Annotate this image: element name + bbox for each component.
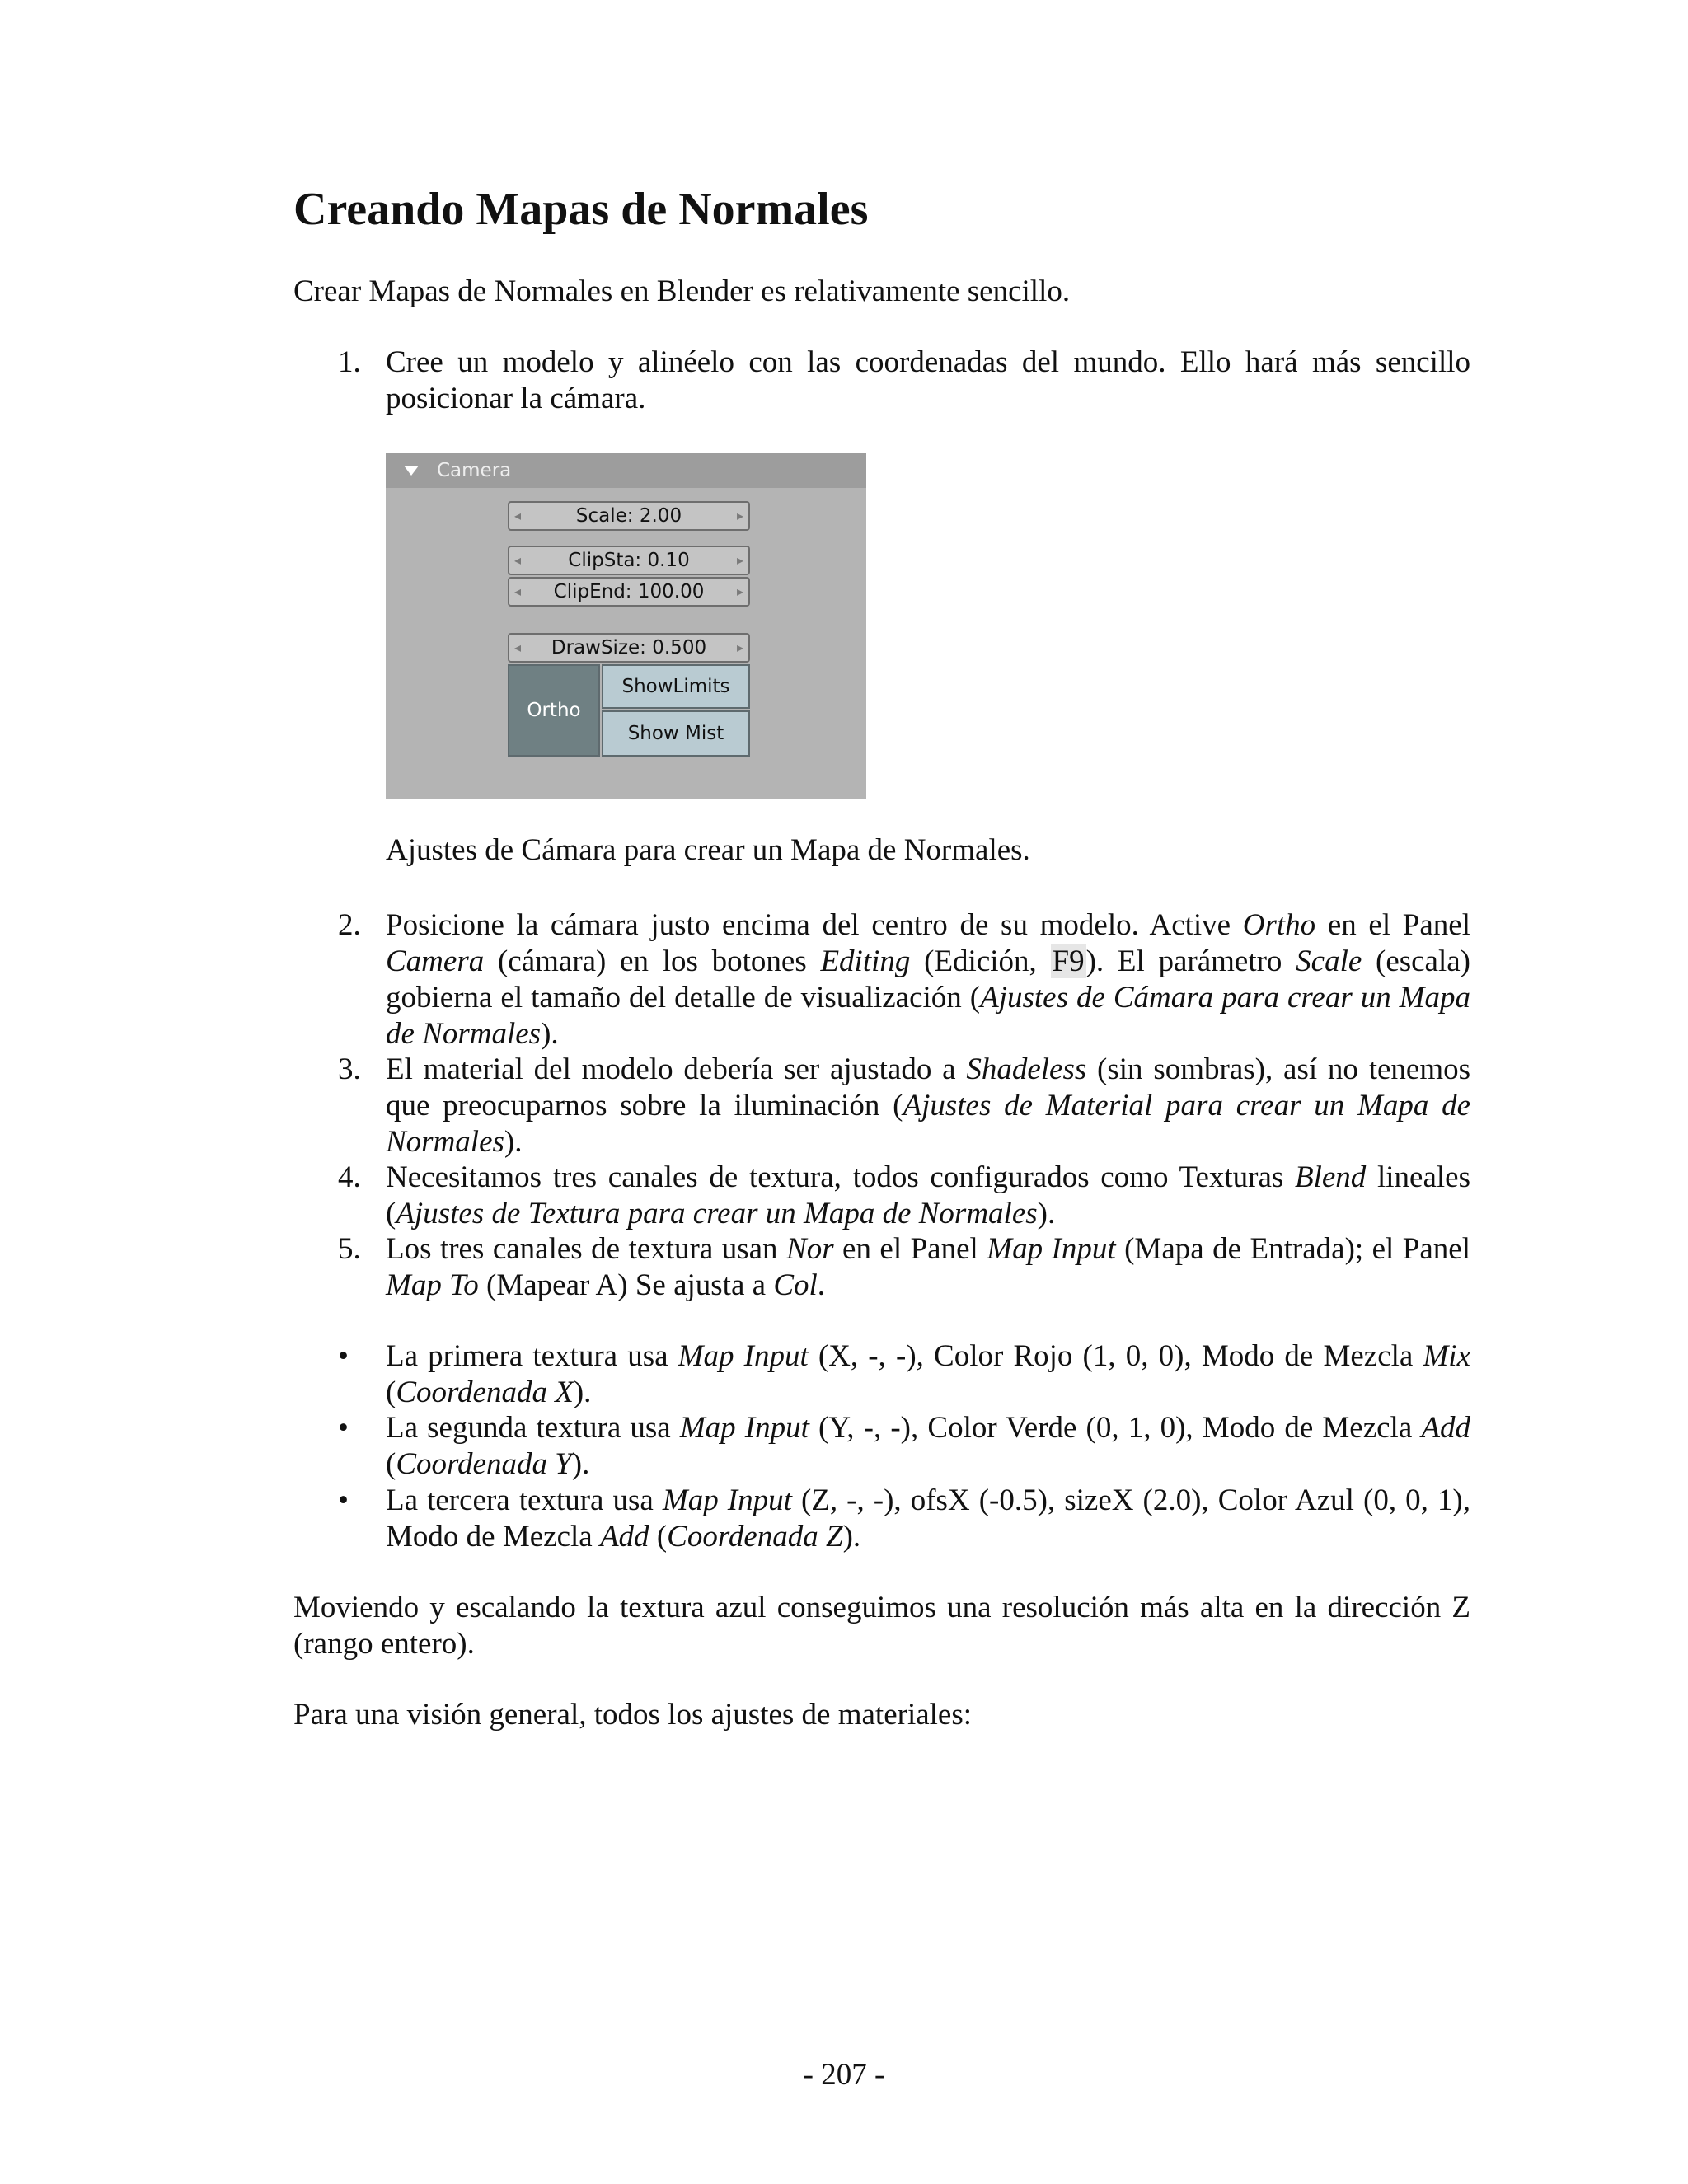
step-1-text: Cree un modelo y alinéelo con las coordenadas del mundo. Ello hará más sencillo posicionar la cámara. (386, 345, 1470, 415)
showlimits-toggle: ShowLimits (602, 664, 750, 709)
scale-field (508, 501, 750, 531)
scale-field-label: Scale: 2.00 (575, 505, 682, 527)
step-1-marker: 1. (338, 345, 361, 379)
drawsize-field (508, 633, 750, 663)
bullet-1-text: La primera textura usa Map Input (X, -, -), Color Rojo (1, 0, 0), Modo de Mezcla Mix (Coordenada X). (386, 1339, 1470, 1409)
camera-panel-header (386, 453, 866, 488)
step-2-text: Posicione la cámara justo encima del centro de su modelo. Active Ortho en el Panel Camera (cámara) en los botones Editing (Edición, F9). El parámetro Scale (escala) gobierna el tamaño del detalle de visualización (Ajustes de Cámara para crear un Mapa de Normales). (386, 908, 1471, 1051)
step-4-text: Necesitamos tres canales de textura, todos configurados como Texturas Blend lineales (Ajustes de Textura para crear un Mapa de Normales). (386, 1160, 1470, 1230)
f9-key: F9 (1052, 944, 1085, 978)
bullet-2-marker: • (338, 1411, 349, 1445)
collapse-triangle-icon (404, 466, 419, 476)
intro-paragraph: Crear Mapas de Normales en Blender es relativamente sencillo. (293, 274, 1071, 308)
clipsta-field-label: ClipSta: 0.10 (568, 550, 690, 571)
bullet-3-text: La tercera textura usa Map Input (Z, -, -), ofsX (-0.5), sizeX (2.0), Color Azul (0, 0, 1), Modo de Mezcla Add (Coordenada Z). (386, 1483, 1470, 1554)
bullet-3-marker: • (338, 1483, 349, 1517)
camera-panel-title: Camera (437, 460, 512, 481)
increment-arrow-icon: ▸ (736, 640, 743, 655)
page-title: Creando Mapas de Normales (293, 184, 869, 235)
step-2-marker: 2. (338, 908, 361, 942)
increment-arrow-icon: ▸ (736, 552, 743, 568)
decrement-arrow-icon: ◂ (514, 640, 522, 655)
page-number: - 207 - (803, 2058, 885, 2092)
decrement-arrow-icon: ◂ (514, 552, 522, 568)
bullet-2-text: La segunda textura usa Map Input (Y, -, -), Color Verde (0, 1, 0), Modo de Mezcla Add (Coordenada Y). (386, 1411, 1470, 1481)
move-paragraph: Moviendo y escalando la textura azul conseguimos una resolución más alta en la dirección Z (rango entero). (293, 1591, 1470, 1661)
step-3-text: El material del modelo debería ser ajustado a Shadeless (sin sombras), así no tenemos que preocuparnos sobre la iluminación (Ajustes de Material para crear un Mapa de Normales). (386, 1052, 1471, 1159)
clipend-field (508, 577, 750, 607)
overview-paragraph: Para una visión general, todos los ajustes de materiales: (293, 1698, 973, 1732)
ortho-toggle: Ortho (508, 664, 600, 757)
step-5-marker: 5. (338, 1232, 361, 1266)
drawsize-field-label: DrawSize: 0.500 (551, 637, 707, 658)
camera-panel-image (386, 453, 866, 799)
step-3-marker: 3. (338, 1052, 361, 1086)
clipsta-field (508, 546, 750, 575)
increment-arrow-icon: ▸ (736, 583, 743, 599)
increment-arrow-icon: ▸ (736, 508, 743, 523)
decrement-arrow-icon: ◂ (514, 583, 522, 599)
step-4-marker: 4. (338, 1160, 361, 1194)
bullet-1-marker: • (338, 1339, 349, 1373)
figure-caption: Ajustes de Cámara para crear un Mapa de Normales. (386, 833, 1030, 867)
showmist-toggle: Show Mist (602, 710, 750, 757)
step-5-text: Los tres canales de textura usan Nor en el Panel Map Input (Mapa de Entrada); el Panel Map To (Mapear A) Se ajusta a Col. (386, 1232, 1470, 1302)
decrement-arrow-icon: ◂ (514, 508, 522, 523)
clipend-field-label: ClipEnd: 100.00 (553, 581, 705, 602)
